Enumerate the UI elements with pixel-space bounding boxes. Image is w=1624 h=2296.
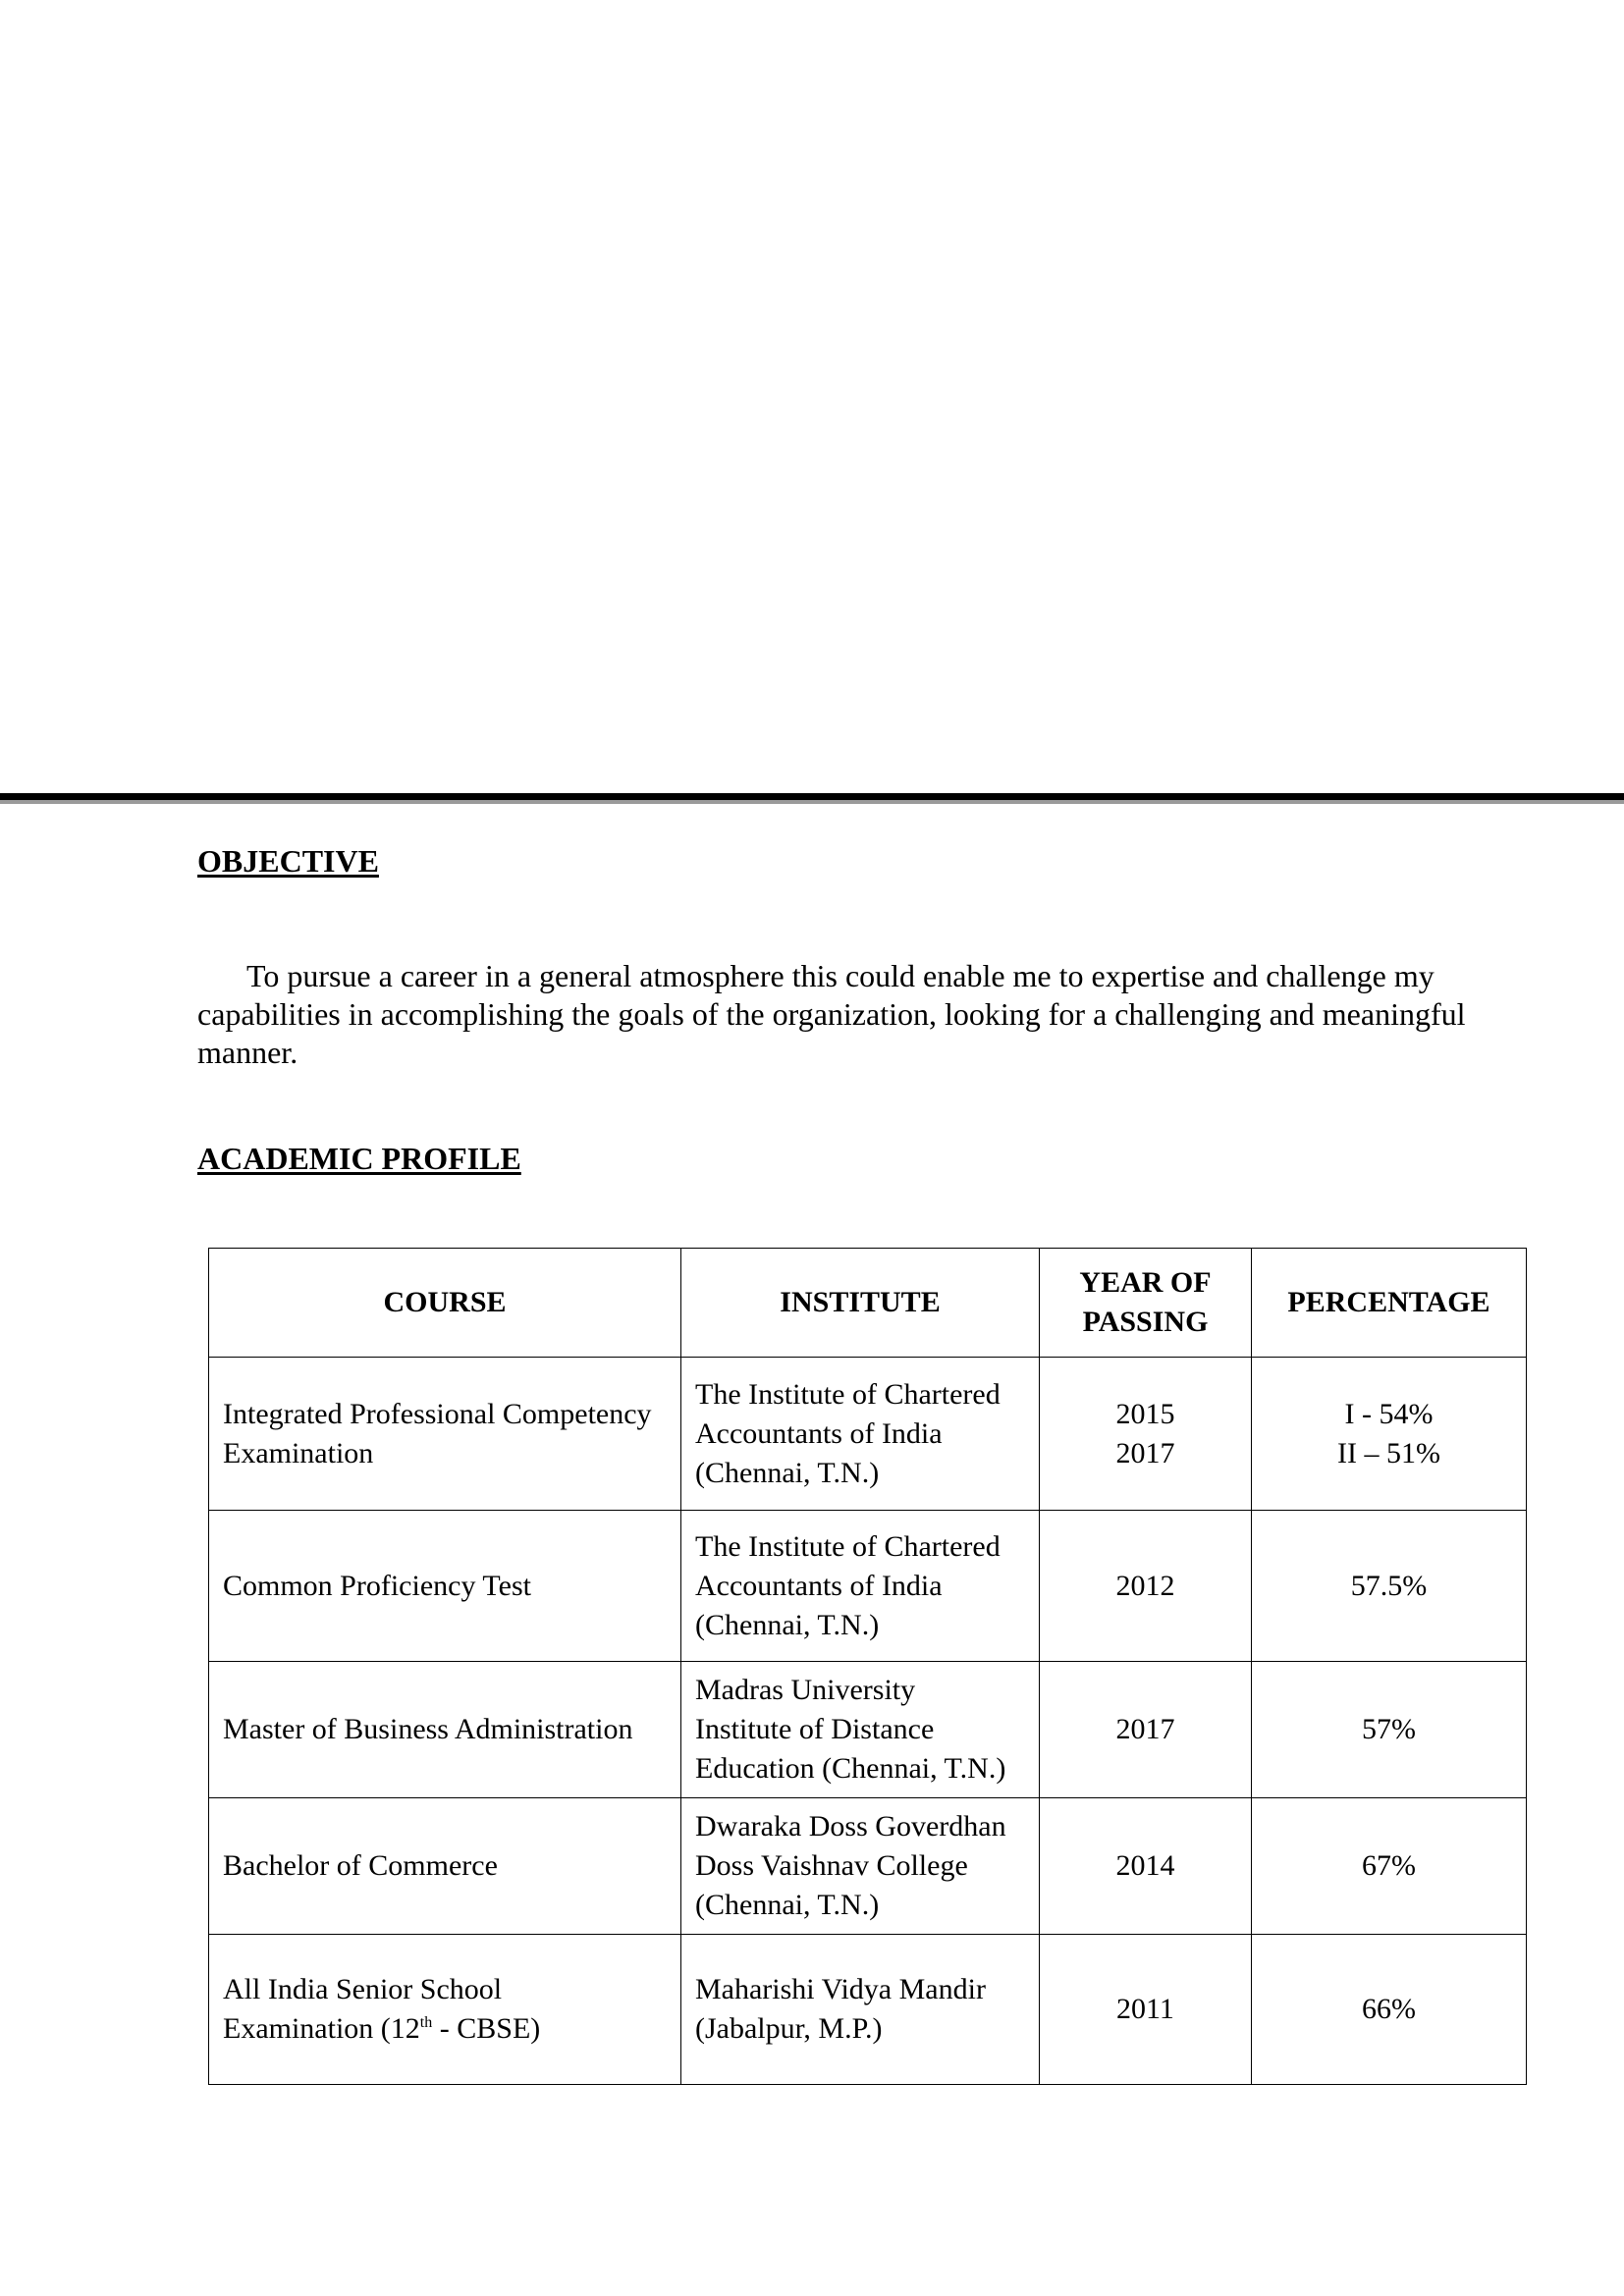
- course-cell: [209, 1935, 681, 2085]
- institute-line: (Chennai, T.N.): [695, 1889, 880, 1921]
- table-row: [209, 1511, 1527, 1662]
- percentage-cell: [1252, 1511, 1527, 1662]
- course-line: Bachelor of Commerce: [223, 1849, 498, 1882]
- year-line: 2012: [1115, 1569, 1175, 1602]
- year-cell: [1040, 1662, 1252, 1798]
- institute-cell: [681, 1935, 1040, 2085]
- institute-line: Accountants of India: [695, 1416, 943, 1450]
- header-divider-shadow: [0, 800, 1624, 804]
- year-line: 2015: [1115, 1397, 1175, 1430]
- institute-line: (Jabalpur, M.P.): [695, 2012, 883, 2045]
- column-header-year-line2: PASSING: [1082, 1306, 1209, 1338]
- column-header-year-of-passing: [1040, 1249, 1252, 1358]
- institute-line: (Chennai, T.N.): [695, 1456, 880, 1489]
- year-cell: [1040, 1935, 1252, 2085]
- year-cell: [1040, 1798, 1252, 1935]
- table-row: [209, 1935, 1527, 2085]
- header-divider-line: [0, 793, 1624, 800]
- year-line: 2014: [1115, 1849, 1175, 1882]
- column-header-course: COURSE: [209, 1249, 681, 1358]
- institute-line: Madras University: [695, 1674, 916, 1706]
- institute-cell: [681, 1358, 1040, 1511]
- objective-heading: OBJECTIVE: [197, 843, 379, 879]
- ordinal-superscript: th: [419, 2014, 433, 2031]
- year-cell: [1040, 1511, 1252, 1662]
- institute-line: Accountants of India: [695, 1569, 943, 1602]
- percentage-cell: [1252, 1798, 1527, 1935]
- course-cell: [209, 1511, 681, 1662]
- course-line: Examination: [223, 1436, 374, 1469]
- year-line: 2017: [1115, 1436, 1175, 1469]
- course-line: [223, 2009, 667, 2049]
- column-header-percentage: PERCENTAGE: [1252, 1249, 1527, 1358]
- percentage-line: 57%: [1362, 1713, 1416, 1745]
- course-line-text: Examination (12: [223, 2012, 420, 2045]
- table-row: [209, 1798, 1527, 1935]
- percentage-line: 67%: [1362, 1849, 1416, 1882]
- course-line: Master of Business Administration: [223, 1713, 633, 1745]
- percentage-cell: [1252, 1935, 1527, 2085]
- course-cell: [209, 1798, 681, 1935]
- year-line: 2011: [1116, 1993, 1174, 2025]
- course-cell: [209, 1358, 681, 1511]
- table-row: [209, 1662, 1527, 1798]
- institute-line: Education (Chennai, T.N.): [695, 1752, 1006, 1785]
- academic-profile-table: [208, 1248, 1527, 2085]
- objective-text: To pursue a career in a general atmosphere this could enable me to expertise and challenge my capabilities in accomplishing the goals of the organization, looking for a challenging and meaningful manner.: [197, 958, 1466, 1070]
- table-header-row: [209, 1249, 1527, 1358]
- institute-cell: [681, 1662, 1040, 1798]
- percentage-cell: [1252, 1662, 1527, 1798]
- institute-cell: [681, 1798, 1040, 1935]
- institute-line: Institute of Distance: [695, 1713, 935, 1745]
- institute-line: (Chennai, T.N.): [695, 1608, 880, 1641]
- institute-line: Maharishi Vidya Mandir: [695, 1973, 986, 2005]
- year-cell: [1040, 1358, 1252, 1511]
- column-header-institute: INSTITUTE: [681, 1249, 1040, 1358]
- percentage-cell: [1252, 1358, 1527, 1511]
- academic-profile-heading: ACADEMIC PROFILE: [197, 1141, 521, 1176]
- column-header-year-line1: YEAR OF: [1079, 1266, 1212, 1299]
- course-line: All India Senior School: [223, 1973, 503, 2005]
- institute-line: Dwaraka Doss Goverdhan: [695, 1810, 1006, 1842]
- percentage-line: 66%: [1362, 1993, 1416, 2025]
- institute-cell: [681, 1511, 1040, 1662]
- course-line-text: - CBSE): [432, 2012, 541, 2045]
- percentage-line: II – 51%: [1337, 1436, 1440, 1469]
- institute-line: The Institute of Chartered: [695, 1377, 1001, 1411]
- percentage-line: 57.5%: [1350, 1569, 1428, 1602]
- course-line: Integrated Professional Competency: [223, 1397, 652, 1430]
- course-line: Common Proficiency Test: [223, 1569, 531, 1602]
- institute-line: The Institute of Chartered: [695, 1529, 1001, 1563]
- institute-line: Doss Vaishnav College: [695, 1849, 968, 1882]
- percentage-line: I - 54%: [1344, 1397, 1434, 1430]
- course-cell: [209, 1662, 681, 1798]
- table-row: [209, 1358, 1527, 1511]
- year-line: 2017: [1115, 1713, 1175, 1745]
